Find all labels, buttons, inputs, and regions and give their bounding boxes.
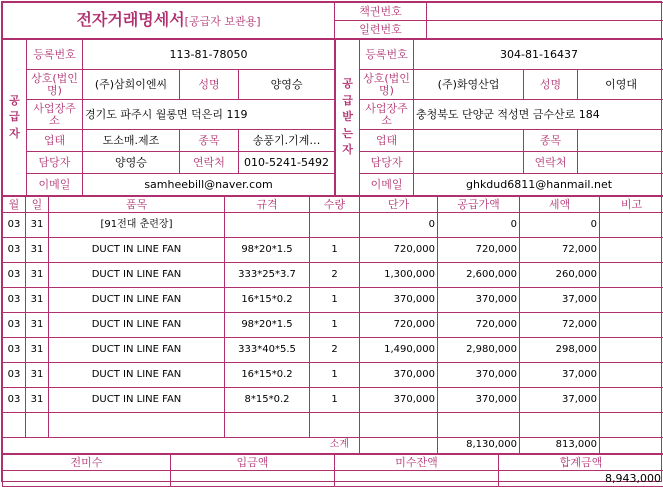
cell-note bbox=[600, 238, 663, 263]
cell-note bbox=[600, 288, 663, 313]
subtotal-label: 소계 bbox=[3, 438, 360, 454]
cell-unit-price: 0 bbox=[360, 213, 438, 238]
cell-qty: 1 bbox=[310, 388, 360, 413]
cell-item: DUCT IN LINE FAN bbox=[49, 338, 225, 363]
cell-tax: 37,000 bbox=[520, 363, 600, 388]
cell-spec: 98*20*1.5 bbox=[225, 313, 310, 338]
supplier-side-label: 공 급 자 bbox=[3, 40, 27, 196]
col-day: 일 bbox=[26, 197, 49, 213]
cell-qty: 1 bbox=[310, 238, 360, 263]
cell-unit-price: 1,490,000 bbox=[360, 338, 438, 363]
cell-supply-amount: 720,000 bbox=[438, 238, 520, 263]
cell-item: DUCT IN LINE FAN bbox=[49, 388, 225, 413]
supplier-reg-label: 등록번호 bbox=[27, 40, 83, 70]
cell-item: [91전대 춘련장] bbox=[49, 213, 225, 238]
recipient-reg-label: 등록번호 bbox=[360, 40, 414, 70]
cell-day: 31 bbox=[26, 313, 49, 338]
subtotal-tax: 813,000 bbox=[520, 438, 600, 454]
supplier-manager: 양영승 bbox=[83, 152, 180, 174]
cell-note bbox=[600, 213, 663, 238]
received-value bbox=[171, 471, 335, 487]
supplier-rep: 양영승 bbox=[239, 70, 335, 100]
recipient-manager-label: 담당자 bbox=[360, 152, 414, 174]
cell-item: DUCT IN LINE FAN bbox=[49, 288, 225, 313]
cell-item: DUCT IN LINE FAN bbox=[49, 238, 225, 263]
book-no-label: 책권번호 bbox=[335, 3, 427, 21]
serial-no-label: 일련번호 bbox=[335, 21, 427, 39]
serial-no-value bbox=[427, 21, 663, 39]
cell-supply-amount: 720,000 bbox=[438, 313, 520, 338]
cell-supply-amount: 0 bbox=[438, 213, 520, 238]
supplier-contact-label: 연락처 bbox=[180, 152, 239, 174]
supplier-email: samheebill@naver.com bbox=[83, 174, 335, 196]
cell-spec bbox=[225, 213, 310, 238]
cell-day: 31 bbox=[26, 363, 49, 388]
recipient-biz-type bbox=[414, 130, 524, 152]
recipient-email-label: 이메일 bbox=[360, 174, 414, 196]
recipient-rep-label: 성명 bbox=[524, 70, 578, 100]
supplier-biz-type: 도소매.제조 bbox=[83, 130, 180, 152]
subtotal-unit-price bbox=[360, 438, 438, 454]
col-tax: 세액 bbox=[520, 197, 600, 213]
col-item: 품목 bbox=[49, 197, 225, 213]
recipient-biz-type-label: 업태 bbox=[360, 130, 414, 152]
recipient-biz-item bbox=[578, 130, 663, 152]
cell-tax: 37,000 bbox=[520, 388, 600, 413]
table-row bbox=[3, 338, 663, 363]
col-spec: 규격 bbox=[225, 197, 310, 213]
supplier-manager-label: 담당자 bbox=[27, 152, 83, 174]
table-row bbox=[3, 413, 663, 438]
recipient-reg-no: 304-81-16437 bbox=[414, 40, 663, 70]
balance-label: 미수잔액 bbox=[335, 455, 499, 471]
cell-tax: 298,000 bbox=[520, 338, 600, 363]
cell-qty bbox=[310, 413, 360, 438]
cell-item: DUCT IN LINE FAN bbox=[49, 363, 225, 388]
totals-table bbox=[2, 454, 663, 487]
cell-qty: 1 bbox=[310, 288, 360, 313]
party-block bbox=[2, 39, 663, 196]
supplier-reg-no: 113-81-78050 bbox=[83, 40, 335, 70]
col-note: 비고 bbox=[600, 197, 663, 213]
cell-tax: 0 bbox=[520, 213, 600, 238]
cell-supply-amount bbox=[438, 413, 520, 438]
recipient-manager bbox=[414, 152, 524, 174]
subtotal-note bbox=[600, 438, 663, 454]
table-row bbox=[3, 263, 663, 288]
cell-tax: 37,000 bbox=[520, 288, 600, 313]
cell-month: 03 bbox=[3, 238, 26, 263]
cell-unit-price: 1,300,000 bbox=[360, 263, 438, 288]
cell-unit-price: 720,000 bbox=[360, 238, 438, 263]
cell-unit-price: 370,000 bbox=[360, 388, 438, 413]
cell-tax: 72,000 bbox=[520, 313, 600, 338]
cell-qty: 1 bbox=[310, 313, 360, 338]
col-unit-price: 단가 bbox=[360, 197, 438, 213]
prev-balance-label: 전미수 bbox=[3, 455, 171, 471]
cell-supply-amount: 370,000 bbox=[438, 388, 520, 413]
title-block bbox=[2, 2, 663, 39]
cell-item: DUCT IN LINE FAN bbox=[49, 263, 225, 288]
cell-spec: 98*20*1.5 bbox=[225, 238, 310, 263]
recipient-email: ghkdud6811@hanmail.net bbox=[414, 174, 663, 196]
total-label: 합계금액 bbox=[499, 455, 663, 471]
table-row bbox=[3, 388, 663, 413]
cell-unit-price: 370,000 bbox=[360, 363, 438, 388]
cell-note bbox=[600, 413, 663, 438]
cell-qty: 1 bbox=[310, 363, 360, 388]
cell-item: DUCT IN LINE FAN bbox=[49, 313, 225, 338]
supplier-addr-label: 사업장주소 bbox=[27, 100, 83, 130]
cell-day: 31 bbox=[26, 213, 49, 238]
prev-balance-value bbox=[3, 471, 171, 487]
supplier-biz-item: 송풍기.기계… bbox=[239, 130, 335, 152]
items-table bbox=[2, 196, 663, 454]
cell-qty: 2 bbox=[310, 263, 360, 288]
title-text: 전자거래명세서 bbox=[76, 10, 184, 29]
cell-spec: 333*40*5.5 bbox=[225, 338, 310, 363]
table-row bbox=[3, 313, 663, 338]
supplier-addr: 경기도 파주시 월롱면 덕은리 119 bbox=[83, 100, 335, 130]
balance-value bbox=[335, 471, 499, 487]
cell-day: 31 bbox=[26, 238, 49, 263]
cell-note bbox=[600, 338, 663, 363]
supplier-rep-label: 성명 bbox=[180, 70, 239, 100]
cell-item bbox=[49, 413, 225, 438]
recipient-name-label: 상호(법인명) bbox=[360, 70, 414, 100]
cell-note bbox=[600, 363, 663, 388]
supplier-biz-type-label: 업태 bbox=[27, 130, 83, 152]
col-supply-amount: 공급가액 bbox=[438, 197, 520, 213]
cell-qty bbox=[310, 213, 360, 238]
cell-supply-amount: 2,980,000 bbox=[438, 338, 520, 363]
cell-unit-price: 720,000 bbox=[360, 313, 438, 338]
recipient-contact-label: 연락처 bbox=[524, 152, 578, 174]
cell-spec: 8*15*0.2 bbox=[225, 388, 310, 413]
cell-month: 03 bbox=[3, 288, 26, 313]
cell-month: 03 bbox=[3, 338, 26, 363]
cell-month bbox=[3, 413, 26, 438]
recipient-contact bbox=[578, 152, 663, 174]
recipient-addr-label: 사업장주소 bbox=[360, 100, 414, 130]
recipient-biz-item-label: 종목 bbox=[524, 130, 578, 152]
cell-spec: 16*15*0.2 bbox=[225, 288, 310, 313]
cell-qty: 2 bbox=[310, 338, 360, 363]
cell-spec: 16*15*0.2 bbox=[225, 363, 310, 388]
recipient-addr: 충청북도 단양군 적성면 금수산로 184 bbox=[414, 100, 663, 130]
cell-month: 03 bbox=[3, 363, 26, 388]
cell-day bbox=[26, 413, 49, 438]
cell-tax: 72,000 bbox=[520, 238, 600, 263]
col-qty: 수량 bbox=[310, 197, 360, 213]
table-row bbox=[3, 238, 663, 263]
cell-day: 31 bbox=[26, 388, 49, 413]
supplier-biz-item-label: 종목 bbox=[180, 130, 239, 152]
cell-tax bbox=[520, 413, 600, 438]
recipient-side-label: 공 급 받 는 자 bbox=[336, 40, 360, 196]
cell-supply-amount: 370,000 bbox=[438, 288, 520, 313]
recipient-table bbox=[335, 39, 663, 196]
cell-spec bbox=[225, 413, 310, 438]
col-month: 월 bbox=[3, 197, 26, 213]
supplier-email-label: 이메일 bbox=[27, 174, 83, 196]
recipient-name: (주)화영산업 bbox=[414, 70, 524, 100]
subtotal-supply: 8,130,000 bbox=[438, 438, 520, 454]
cell-month: 03 bbox=[3, 213, 26, 238]
subtitle-text: [공급자 보관용] bbox=[185, 15, 261, 28]
transaction-statement bbox=[1, 1, 662, 482]
total-value: 8,943,000 bbox=[499, 471, 663, 487]
cell-note bbox=[600, 263, 663, 288]
subtotal-row bbox=[3, 438, 663, 454]
cell-note bbox=[600, 313, 663, 338]
cell-tax: 260,000 bbox=[520, 263, 600, 288]
cell-unit-price: 370,000 bbox=[360, 288, 438, 313]
items-header-row bbox=[3, 197, 663, 213]
supplier-name-label: 상호(법인명) bbox=[27, 70, 83, 100]
cell-day: 31 bbox=[26, 288, 49, 313]
table-row bbox=[3, 213, 663, 238]
cell-month: 03 bbox=[3, 313, 26, 338]
document-title bbox=[3, 3, 335, 39]
cell-spec: 333*25*3.7 bbox=[225, 263, 310, 288]
supplier-table bbox=[2, 39, 335, 196]
book-no-value bbox=[427, 3, 663, 21]
cell-day: 31 bbox=[26, 338, 49, 363]
supplier-contact: 010-5241-5492 bbox=[239, 152, 335, 174]
cell-month: 03 bbox=[3, 263, 26, 288]
cell-supply-amount: 370,000 bbox=[438, 363, 520, 388]
supplier-name: (주)삼희이엔씨 bbox=[83, 70, 180, 100]
cell-day: 31 bbox=[26, 263, 49, 288]
cell-month: 03 bbox=[3, 388, 26, 413]
received-label: 입금액 bbox=[171, 455, 335, 471]
cell-unit-price bbox=[360, 413, 438, 438]
table-row bbox=[3, 363, 663, 388]
cell-note bbox=[600, 388, 663, 413]
table-row bbox=[3, 288, 663, 313]
cell-supply-amount: 2,600,000 bbox=[438, 263, 520, 288]
recipient-rep: 이영대 bbox=[578, 70, 663, 100]
